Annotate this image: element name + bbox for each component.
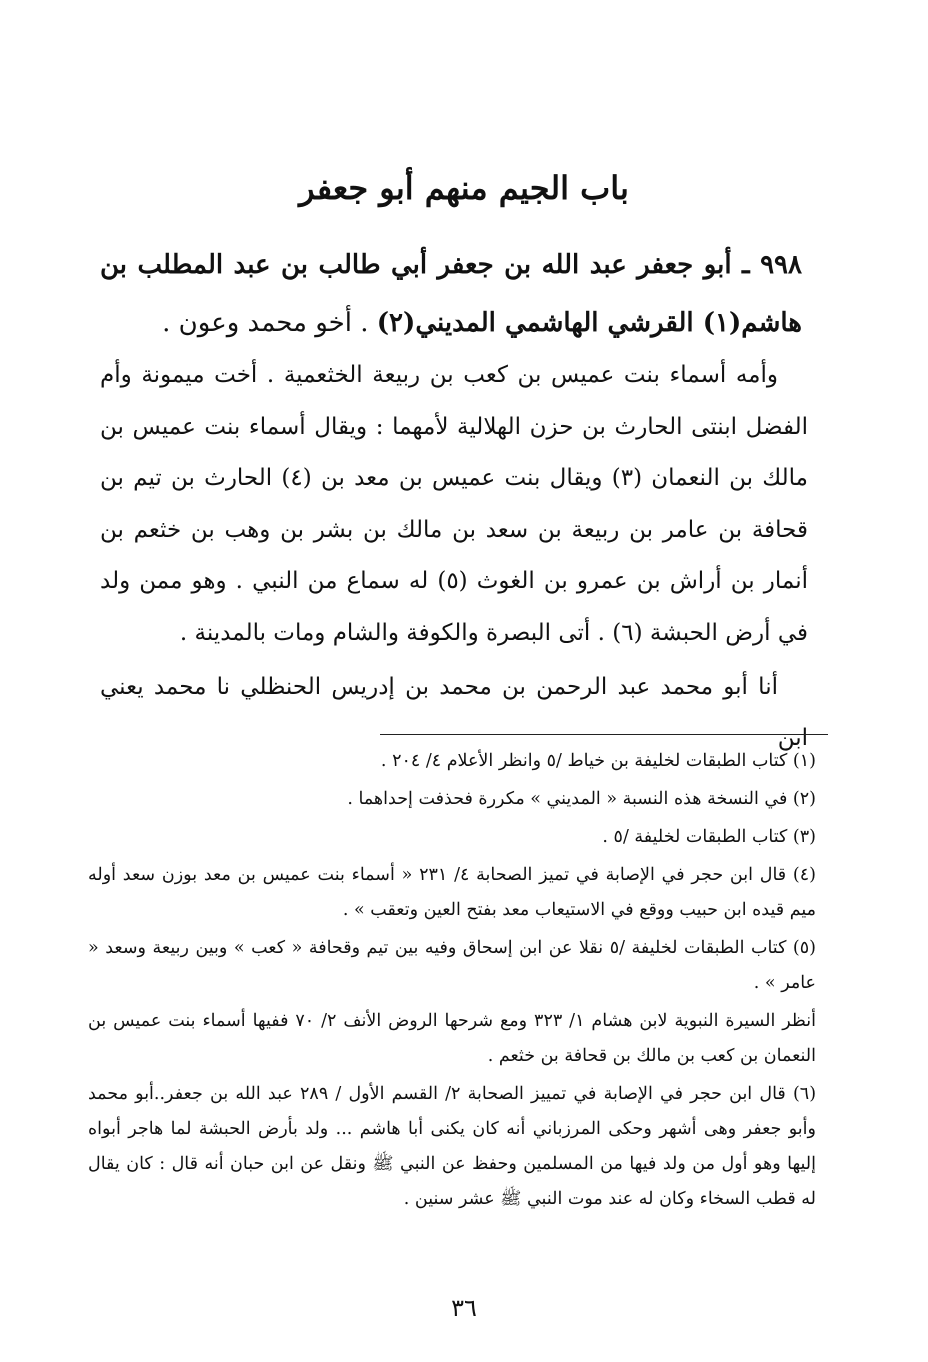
footnote-5-continued: أنظر السيرة النبوية لابن هشام ١/ ٣٢٣ ومع شرحها الروض الأنف ٢/ ٧٠ ففيها أسماء بنت عميس بن النعمان بن كعب بن مالك بن قحافة بن خثعم . <box>88 1011 816 1066</box>
entry-heading-bold: ٩٩٨ ـ أبو جعفر عبد الله بن جعفر أبي طالب بن عبد المطلب بن هاشم(١) القرشي الهاشمي المديني(٢) <box>100 250 802 338</box>
footnote-2: (٢) في النسخة هذه النسبة « المديني » مكررة فحذفت إحداهما . <box>347 789 816 809</box>
footnote-5: (٥) كتاب الطبقات لخليفة /٥ نقلا عن ابن إسحاق وفيه بين تيم وقحافة « كعب » وبين ربيعة وسعد « عامر » . <box>88 938 816 993</box>
footnote-1: (١) كتاب الطبقات لخليفة بن خياط /٥ وانظر الأعلام ٤/ ٢٠٤ . <box>380 751 816 771</box>
footnote-divider <box>380 734 828 735</box>
entry-heading <box>100 236 802 352</box>
page-number: ٣٦ <box>451 1294 477 1322</box>
footnote-3: (٣) كتاب الطبقات لخليفة /٥ . <box>602 827 816 847</box>
chapter-title: باب الجيم منهم أبو جعفر <box>299 169 629 207</box>
footnotes <box>88 744 816 1220</box>
entry-heading-rest: . أخو محمد وعون . <box>162 308 377 338</box>
footnote-4: (٤) قال ابن حجر في الإصابة في تميز الصحابة ٤/ ٢٣١ « أسماء بنت عميس بن معد بوزن سعد أوله ميم قيده ابن حبيب ووقع في الاستيعاب معد بفتح العين وتعقب » . <box>88 865 816 920</box>
body-paragraph-2: أنا أبو محمد عبد الرحمن بن محمد بن إدريس الحنظلي نا محمد يعني ابن <box>100 674 808 751</box>
body-paragraph-1: وأمه أسماء بنت عميس بن كعب بن ربيعة الخثعمية . أخت ميمونة وأم الفضل ابنتى الحارث بن حزن الهلالية لأمهما : ويقال أسماء بنت عميس بن مالك بن النعمان (٣) ويقال بنت عميس بن معد بن (٤) الحارث بن تيم بن قحافة بن عامر بن ربيعة بن سعد بن مالك بن بشر بن وهب بن خثعم بن أنمار بن أراش بن عمرو بن الغوث (٥) له سماع من النبي . وهو ممن ولد في أرض الحبشة (٦) . أتى البصرة والكوفة والشام ومات بالمدينة . <box>100 362 808 646</box>
footnote-6: (٦) قال ابن حجر في الإصابة في تمييز الصحابة ٢/ القسم الأول / ٢٨٩ عبد الله بن جعفر..أبو محمد وأبو جعفر وهى أشهر وحكى المرزباني أنه كان يكنى أبا هاشم ... ولد بأرض الحبشة لما هاجر أبواه إليها وهو أول من ولد فيها من المسلمين وحفظ عن النبي ﷺ ونقل عن ابن حبان أنه قال : كان يقال له قطب السخاء وكان له عند موت النبي ﷺ عشر سنين . <box>88 1084 817 1209</box>
